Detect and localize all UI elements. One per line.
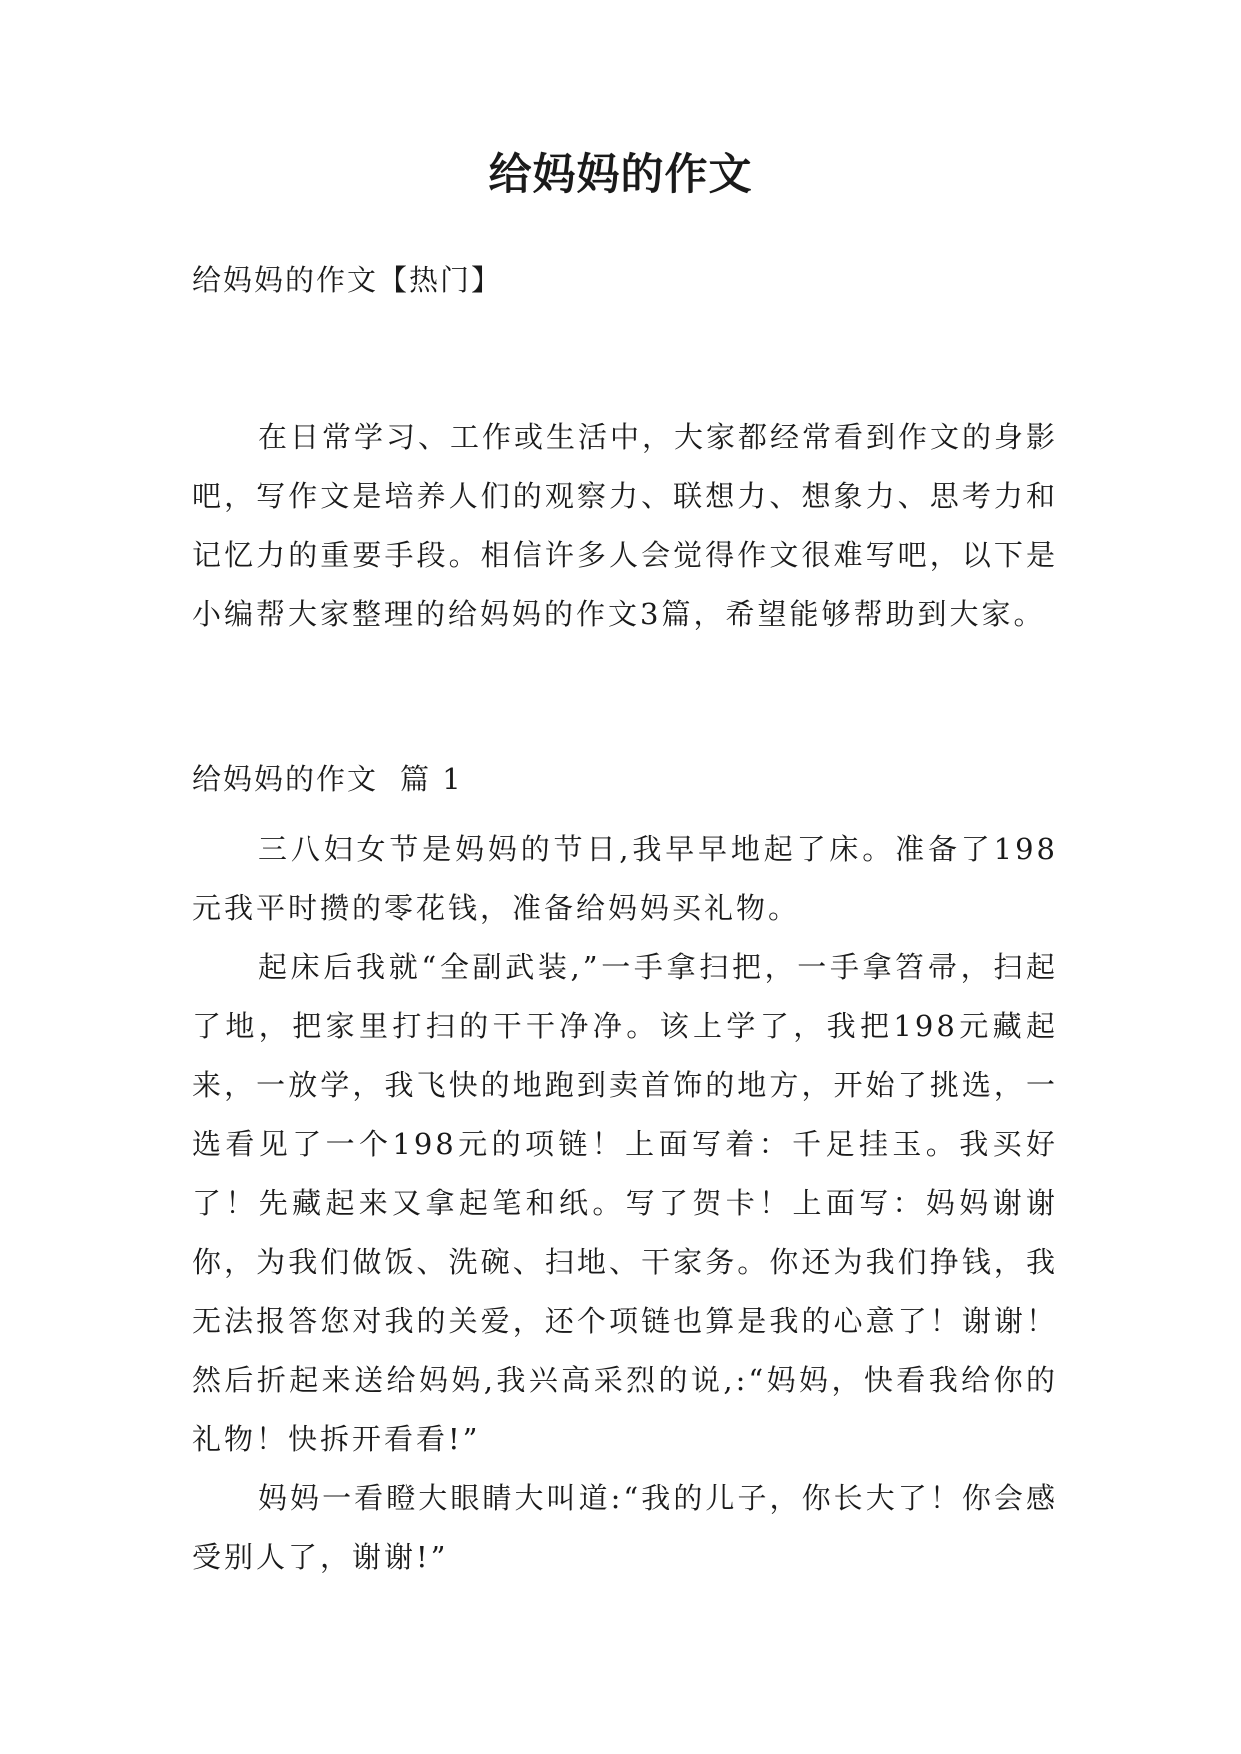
essay-body [192,820,1058,1587]
intro-paragraph: 在日常学习、工作或生活中，大家都经常看到作文的身影吧，写作文是培养人们的观察力、联想力、想象力、思考力和记忆力的重要手段。相信许多人会觉得作文很难写吧，以下是小编帮大家整理的给妈妈的作文3篇，希望能够帮助到大家。 [192,420,1059,631]
section-title: 给妈妈的作文 [192,762,379,796]
essay-paragraph: 起床后我就“全副武装,”一手拿扫把，一手拿笤帚，扫起了地，把家里打扫的干干净净。该上学了，我把198元藏起来，一放学，我飞快的地跑到卖首饰的地方，开始了挑选，一选看见了一个198元的项链！上面写着：千足挂玉。我买好了！先藏起来又拿起笔和纸。写了贺卡！上面写：妈妈谢谢你，为我们做饭、洗碗、扫地、干家务。你还为我们挣钱，我无法报答您对我的关爱，还个项链也算是我的心意了！谢谢！然后折起来送给妈妈,我兴高采烈的说,:“妈妈，快看我给你的礼物！快拆开看看!” [192,950,1058,1456]
section-heading [192,761,463,799]
document-title: 给妈妈的作文 [488,150,753,200]
document-subtitle: 给妈妈的作文【热门】 [192,263,503,297]
essay-paragraph: 妈妈一看瞪大眼睛大叫道:“我的儿子，你长大了！你会感受别人了，谢谢!” [192,1481,1058,1574]
essay-paragraph: 三八妇女节是妈妈的节日,我早早地起了床。准备了198元我平时攒的零花钱，准备给妈妈买礼物。 [192,832,1058,925]
section-number: 篇 1 [400,762,463,796]
